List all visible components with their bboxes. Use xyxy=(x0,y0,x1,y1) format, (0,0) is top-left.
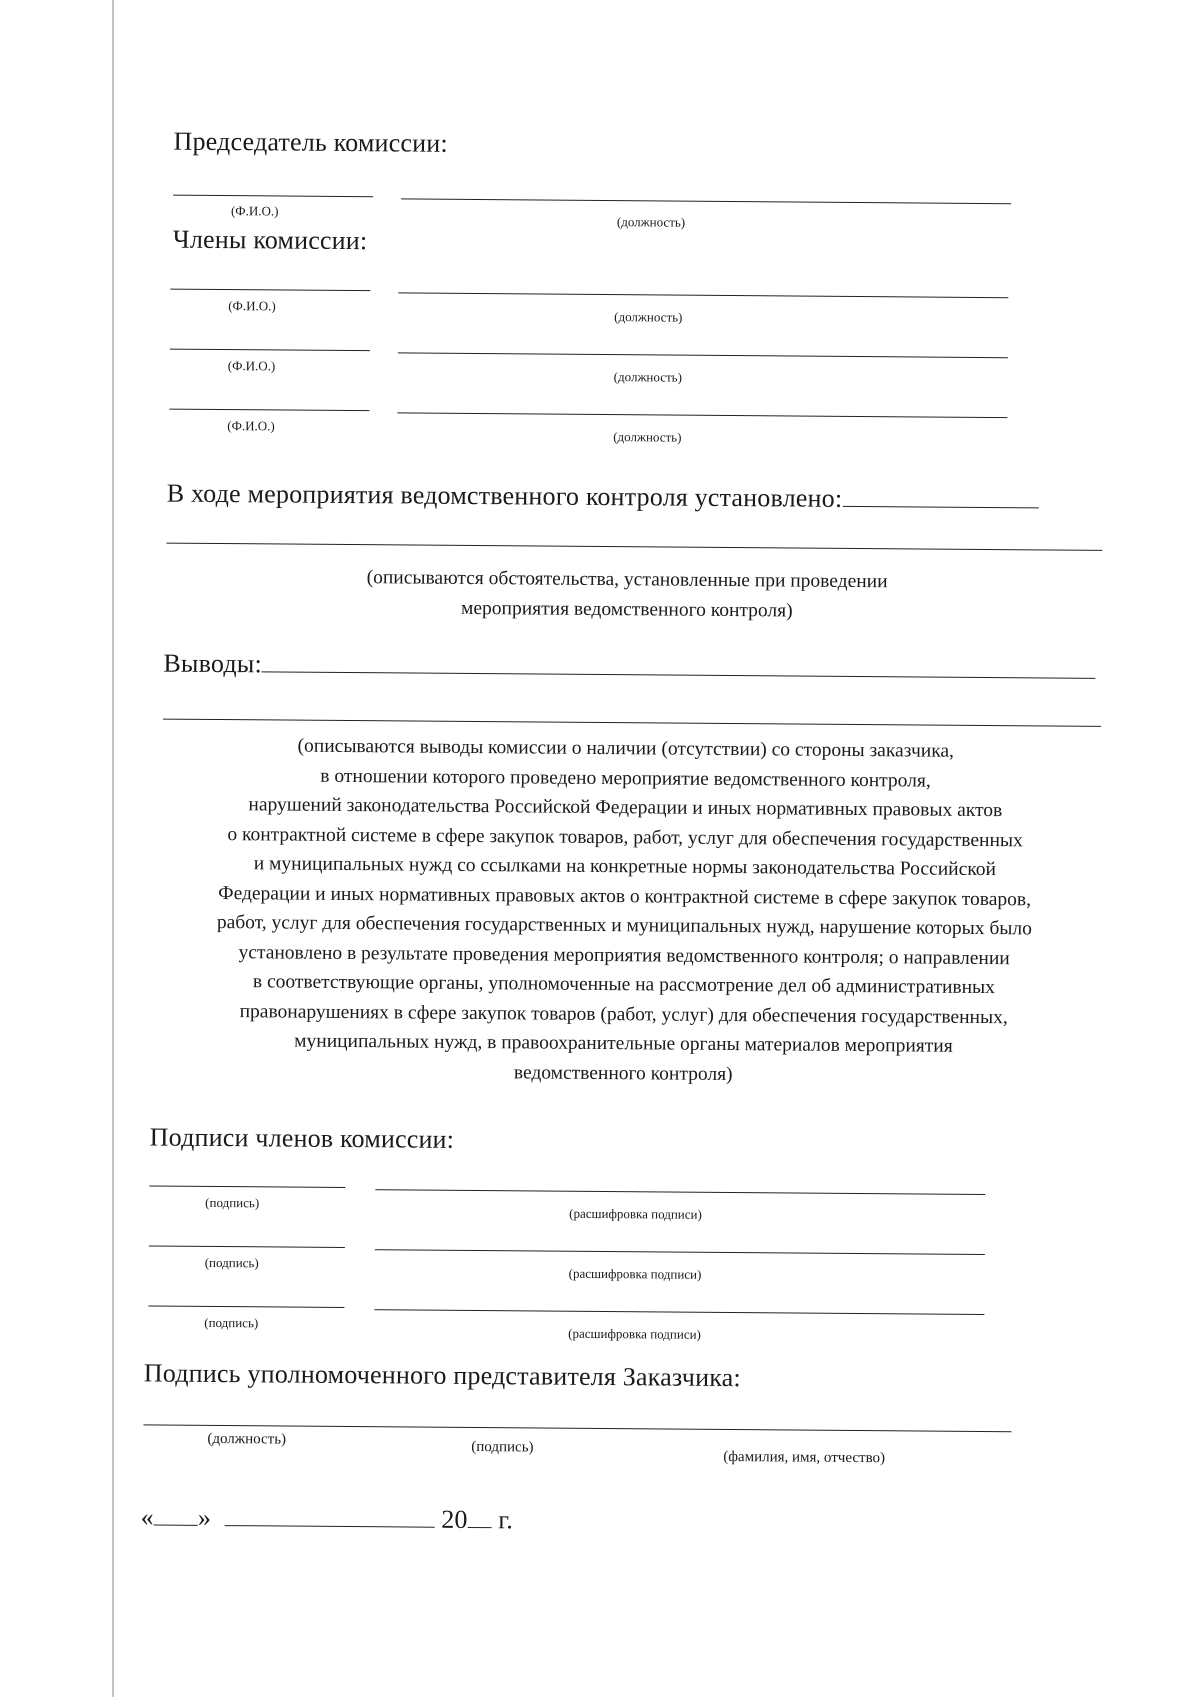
date-line xyxy=(141,1502,513,1535)
conclusions-note xyxy=(148,730,1101,1091)
chairman-heading: Председатель комиссии: xyxy=(173,126,448,158)
member-3-fio-line[interactable] xyxy=(169,409,369,412)
findings-note-line: мероприятия ведомственного контроля) xyxy=(461,597,793,622)
conclusions-note-line: нарушений законодательства Российской Федерации и иных нормативных правовых актов xyxy=(248,794,1003,822)
signature-3-sign-line[interactable] xyxy=(148,1305,344,1308)
conclusions-note-line: правонарушениях в сфере закупок товаров (работ, услуг) для обеспечения государственных, xyxy=(239,1000,1008,1028)
findings-line[interactable] xyxy=(166,543,1102,551)
findings-heading-text: В ходе мероприятия ведомственного контроля установлено: xyxy=(166,478,843,513)
conclusions-note-line: установлено в результате проведения мероприятия ведомственного контроля; о направлении xyxy=(238,941,1010,969)
findings-inline-line[interactable] xyxy=(842,506,1038,509)
member-3-fio-caption: (Ф.И.О.) xyxy=(227,418,275,434)
signature-3-decode-line[interactable] xyxy=(374,1309,984,1315)
date-open-quote: « xyxy=(140,1502,155,1532)
signature-2-sign-caption: (подпись) xyxy=(204,1254,259,1271)
conclusions-note-line: о контрактной системе в сфере закупок товаров, работ, услуг для обеспечения государственных xyxy=(227,823,1023,851)
signature-1-sign-line[interactable] xyxy=(149,1185,345,1188)
member-3-position-line[interactable] xyxy=(397,412,1007,418)
signatures-heading: Подписи членов комиссии: xyxy=(149,1122,455,1154)
conclusions-note-line: в отношении которого проведено мероприятие ведомственного контроля, xyxy=(320,765,931,792)
members-heading: Члены комиссии: xyxy=(172,224,368,256)
member-1-position-line[interactable] xyxy=(398,292,1008,298)
customer-name-caption: (фамилия, имя, отчество) xyxy=(723,1448,886,1467)
date-year-suffix: г. xyxy=(498,1505,514,1535)
conclusions-line[interactable] xyxy=(163,719,1101,727)
conclusions-note-line: в соответствующие органы, уполномоченные на рассмотрение дел об административных xyxy=(252,971,996,999)
customer-position-caption: (должность) xyxy=(207,1430,287,1448)
signature-2-decode-caption: (расшифровка подписи) xyxy=(568,1265,702,1282)
date-close-quote: » xyxy=(197,1502,212,1532)
date-year-prefix: 20 xyxy=(441,1504,468,1534)
member-1-fio-line[interactable] xyxy=(170,289,370,292)
date-year-blank[interactable] xyxy=(468,1527,492,1528)
conclusions-note-line: (описываются выводы комиссии о наличии (отсутствии) со стороны заказчика, xyxy=(297,735,955,762)
chairman-fio-line[interactable] xyxy=(173,195,373,198)
signature-1-sign-caption: (подпись) xyxy=(205,1194,260,1211)
date-month-blank[interactable] xyxy=(224,1525,434,1528)
conclusions-note-line: муниципальных нужд, в правоохранительные органы материалов мероприятия xyxy=(294,1030,953,1057)
chairman-position-line[interactable] xyxy=(401,198,1011,204)
findings-note-line: (описываются обстоятельства, установленные при проведении xyxy=(366,567,888,593)
conclusions-inline-line[interactable] xyxy=(262,671,1096,679)
findings-note xyxy=(152,561,1102,627)
date-day-blank[interactable] xyxy=(154,1525,198,1526)
signature-2-sign-line[interactable] xyxy=(149,1245,345,1248)
member-3-position-caption: (должность) xyxy=(613,429,682,445)
conclusions-note-line: работ, услуг для обеспечения государственных и муниципальных нужд, нарушение которых было xyxy=(216,911,1032,940)
conclusions-heading-text: Выводы: xyxy=(163,648,263,679)
member-2-position-caption: (должность) xyxy=(613,369,683,385)
member-2-position-line[interactable] xyxy=(398,352,1008,358)
member-1-position-caption: (должность) xyxy=(614,309,683,325)
customer-sign-caption: (подпись) xyxy=(471,1439,534,1456)
chairman-position-caption: (должность) xyxy=(616,214,686,230)
chairman-fio-caption: (Ф.И.О.) xyxy=(230,203,279,219)
member-2-fio-line[interactable] xyxy=(170,349,370,352)
member-1-fio-caption: (Ф.И.О.) xyxy=(228,298,276,314)
conclusions-note-line: и муниципальных нужд со ссылками на конкретные нормы законодательства Российской xyxy=(253,853,997,881)
signature-2-decode-line[interactable] xyxy=(375,1249,985,1255)
customer-heading: Подпись уполномоченного представителя Заказчика: xyxy=(143,1358,741,1393)
signature-3-decode-caption: (расшифровка подписи) xyxy=(568,1325,701,1342)
findings-heading xyxy=(167,479,1039,516)
signature-1-decode-caption: (расшифровка подписи) xyxy=(569,1205,702,1222)
signature-3-sign-caption: (подпись) xyxy=(204,1314,259,1331)
conclusions-note-line: ведомственного контроля) xyxy=(513,1061,733,1085)
member-2-fio-caption: (Ф.И.О.) xyxy=(227,358,276,374)
conclusions-heading xyxy=(163,649,1096,686)
conclusions-note-line: Федерации и иных нормативных правовых актов о контрактной системе в сфере закупок товаров, xyxy=(218,882,1032,910)
signature-1-decode-line[interactable] xyxy=(375,1189,985,1195)
